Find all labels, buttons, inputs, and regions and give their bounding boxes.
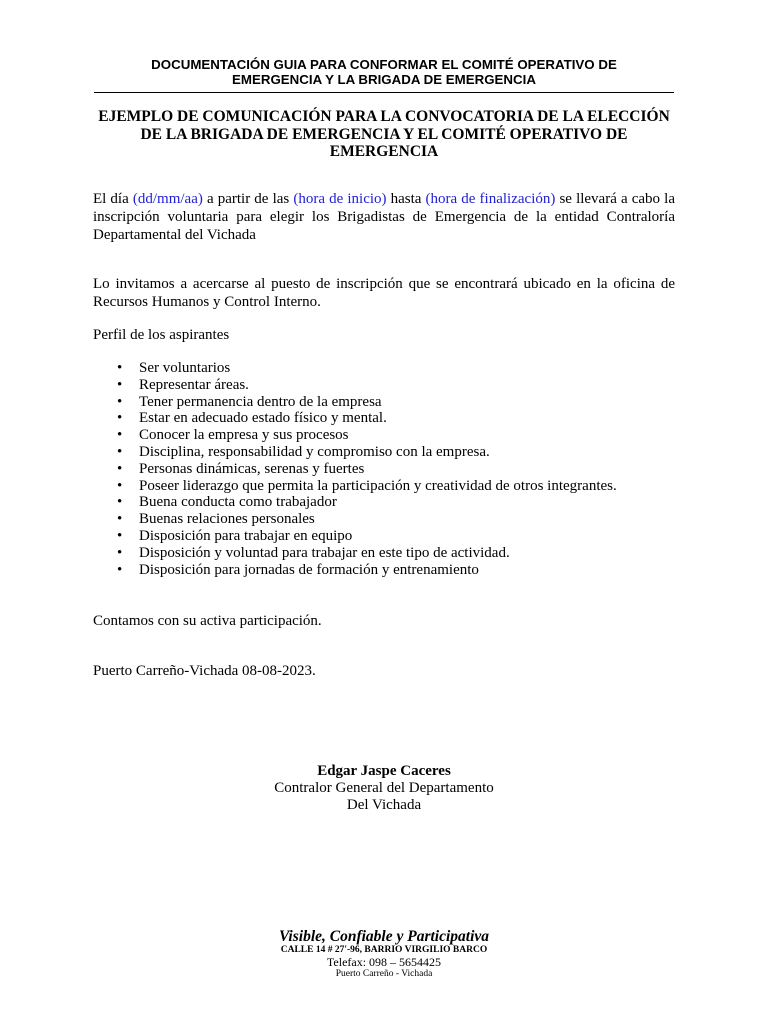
bullet-icon: • [117,443,123,460]
profile-item [117,360,617,377]
start-time-placeholder: (hora de inicio) [293,191,387,207]
header-divider [94,92,674,93]
document-subtitle [94,108,674,161]
profile-item-text: Ser voluntarios [139,360,231,376]
profile-item [117,410,617,427]
profile-item-text: Poseer liderazgo que permita la participación y creatividad de otros integrantes. [139,477,617,494]
bullet-icon: • [117,494,123,511]
bullet-icon: • [117,427,123,444]
profile-item [117,511,617,528]
closing-line: Contamos con su activa participación. [93,613,322,629]
bullet-icon: • [117,360,123,376]
profile-item-text: Disciplina, responsabilidad y compromiso con la empresa. [139,443,490,460]
bullet-icon: • [117,511,123,528]
bullet-icon: • [117,460,123,477]
profile-item [117,562,617,579]
signatory-role-line-1: Contralor General del Departamento [274,780,494,796]
subtitle-line-2: DE LA BRIGADA DE EMERGENCIA Y EL COMITÉ OPERATIVO DE [140,125,628,143]
bullet-icon: • [117,393,123,410]
profile-list [117,360,617,578]
bullet-icon: • [117,477,123,494]
document-header [94,57,674,87]
profile-item-text: Buena conducta como trabajador [139,494,337,511]
profile-item-text: Disposición para trabajar en equipo [139,527,353,544]
footer-phone: Telefax: 098 – 5654425 [326,955,442,969]
subtitle-line-1: EJEMPLO DE COMUNICACIÓN PARA LA CONVOCATORIA DE LA ELECCIÓN [98,108,670,125]
profile-item-text: Representar áreas. [139,376,249,393]
profile-item [117,478,617,495]
place-date: Puerto Carreño-Vichada 08-08-2023. [93,663,316,679]
invitation-paragraph: Lo invitamos a acercarse al puesto de inscripción que se encontrará ubicado en la oficina de Recursos Humanos y Control Interno. [93,276,675,310]
header-title-line-1: DOCUMENTACIÓN GUIA PARA CONFORMAR EL COMITÉ OPERATIVO DE [151,57,617,72]
profile-item [117,461,617,478]
profile-heading: Perfil de los aspirantes [93,327,230,343]
date-placeholder: (dd/mm/aa) [132,191,203,207]
profile-item-text: Tener permanencia dentro de la empresa [139,393,382,410]
intro-text-3: hasta [386,191,426,207]
bullet-icon: • [117,544,123,561]
intro-text-4: se llevará a cabo la inscripción voluntaria para elegir los Brigadistas de Emergencia de la entidad Contraloría Departamental del Vichada [93,191,675,243]
profile-item-text: Personas dinámicas, serenas y fuertes [139,460,365,477]
footer-city: Puerto Carreño - Vichada [335,969,433,979]
profile-item-text: Disposición y voluntad para trabajar en este tipo de actividad. [139,544,510,561]
bullet-icon: • [117,410,123,427]
intro-paragraph [93,190,675,244]
profile-item-text: Buenas relaciones personales [139,511,315,528]
signatory-role-line-2: Del Vichada [346,797,422,813]
profile-item [117,377,617,394]
footer-motto: Visible, Confiable y Participativa [278,928,490,945]
bullet-icon: • [117,561,123,578]
profile-item-text: Estar en adecuado estado físico y mental. [139,410,387,427]
signatory-name: Edgar Jaspe Caceres [317,763,451,779]
signature-block [184,763,584,814]
profile-item [117,444,617,461]
footer-address: CALLE 14 # 27'-96, BARRIO VIRGILIO BARCO [280,945,488,955]
profile-item [117,494,617,511]
profile-item [117,528,617,545]
profile-item [117,545,617,562]
profile-item-text: Disposición para jornadas de formación y entrenamiento [139,561,479,578]
intro-text-2: a partir de las [202,191,294,207]
intro-text-1: El día [93,191,133,207]
profile-item [117,394,617,411]
header-title-line-2: EMERGENCIA Y LA BRIGADA DE EMERGENCIA [232,72,536,87]
bullet-icon: • [117,527,123,544]
subtitle-line-3: EMERGENCIA [329,143,439,160]
bullet-icon: • [117,376,123,393]
end-time-placeholder: (hora de finalización) [425,191,556,207]
profile-item [117,427,617,444]
profile-item-text: Conocer la empresa y sus procesos [139,427,349,444]
